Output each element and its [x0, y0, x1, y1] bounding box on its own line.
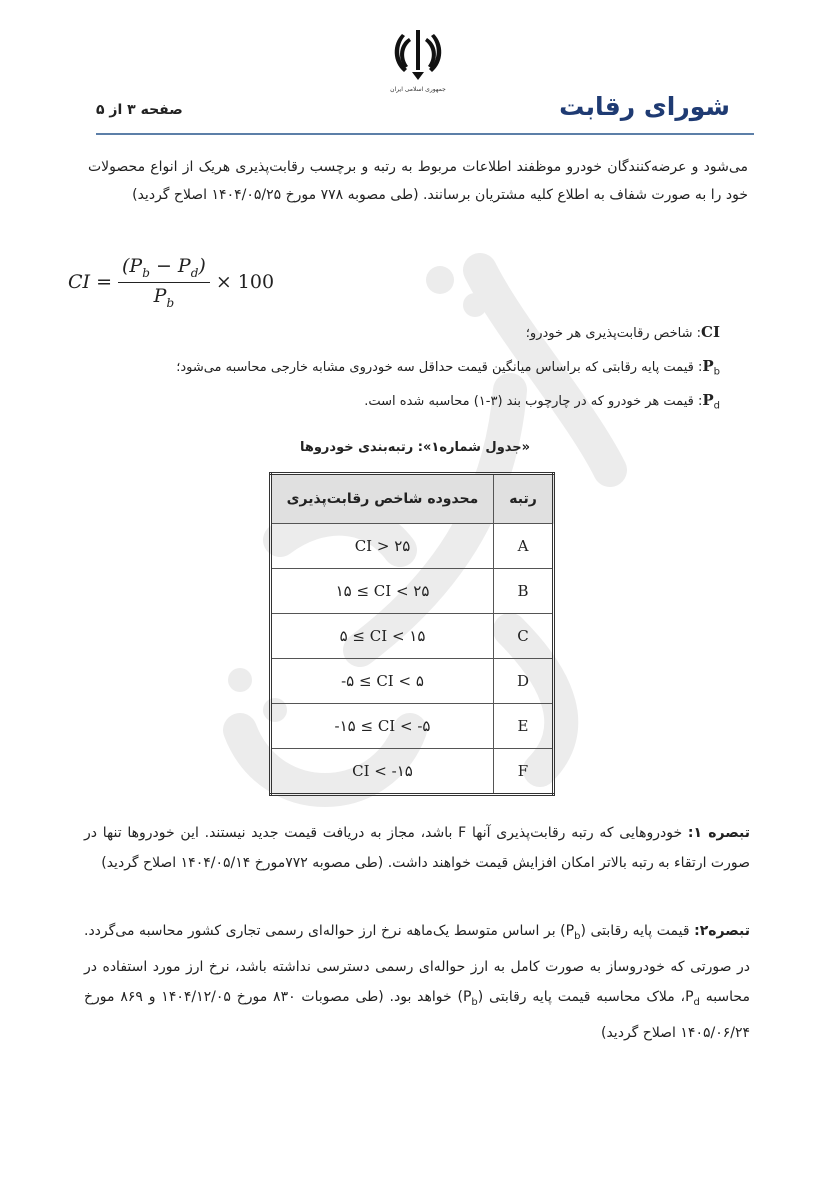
brand-title: شورای رقابت: [559, 92, 730, 121]
table-row: [271, 749, 554, 795]
ci-formula: [68, 255, 274, 310]
table-row: [271, 569, 554, 614]
formula-lhs: CI =: [68, 271, 113, 294]
intro-paragraph: می‌شود و عرضه‌کنندگان خودرو موظفند اطلاعات مربوط به رتبه و برچسب رقابت‌پذیری هریک از انواع محصولات خود را به صورت شفاف به اطلاع کلیه مشتریان برسانند. (طی مصوبه ۷۷۸ مورخ ۱۴۰۴/۰۵/۲۵ اصلاح گردید): [88, 159, 748, 203]
formula-tail: × 100: [215, 271, 275, 294]
header-range: محدوده شاخص رقابت‌پذیری: [271, 474, 494, 524]
range-cell: ۵ ≤ CI < ۱۵: [271, 614, 494, 659]
emblem-caption: جمهوری اسلامی ایران: [390, 86, 446, 93]
table-caption: «جدول شماره۱»: رتبه‌بندی خودروها: [299, 440, 531, 455]
grade-cell: B: [494, 569, 554, 614]
iran-emblem-icon: [392, 28, 444, 84]
grade-table: [269, 472, 555, 796]
definition-item: CI: شاخص رقابت‌پذیری هر خودرو؛: [525, 323, 720, 341]
definition-item: $P_d$: قیمت هر خودرو که در چارچوب بند (۳-۱) محاسبه شده است.: [364, 391, 720, 412]
grade-cell: D: [494, 659, 554, 704]
range-cell: -۵ ≤ CI < ۵: [271, 659, 494, 704]
definitions-list: [120, 320, 720, 422]
header-grade: رتبه: [494, 474, 554, 524]
formula-denominator: $P_b$: [153, 284, 175, 310]
table-row: [271, 614, 554, 659]
range-cell: -۱۵ ≤ CI < -۵: [271, 704, 494, 749]
page-number: صفحه ۳ از ۵: [96, 102, 183, 118]
note-1-text: خودروهایی که رتبه رقابت‌پذیری آنها F باشد، مجاز به دریافت قیمت جدید نیستند. این خودروها تنها در صورت ارتقاء به رتبه بالاتر امکان افزایش قیمت خواهند داشت. (طی مصوبه ۷۷۲مورخ ۱۴۰۴/۰۵/۱۴ اصلاح گردید): [84, 825, 750, 871]
emblem: [376, 28, 460, 116]
table-row: [271, 659, 554, 704]
grade-cell: C: [494, 614, 554, 659]
table-header-row: [271, 474, 554, 524]
formula-fraction: [118, 255, 210, 310]
grade-cell: E: [494, 704, 554, 749]
range-cell: CI > ۲۵: [271, 524, 494, 569]
range-cell: ۱۵ ≤ CI < ۲۵: [271, 569, 494, 614]
note-2: تبصره۲: قیمت پایه رقابتی $(P_b)$ بر اساس متوسط یک‌ماهه نرخ ارز حواله‌ای رسمی تجاری کشور محاسبه می‌گردد. در صورتی که خودروساز به صورت کامل به ارز حواله‌ای رسمی دسترسی نداشته باشد، نرخ ارز مورد استفاده در محاسبه $P_d،$ ملاک محاسبه قیمت پایه رقابتی $(P_b)$ خواهد بود. (طی مصوبات ۸۳۰ مورخ ۱۴۰۴/۱۲/۰۵ و ۸۶۹ مورخ ۱۴۰۵/۰۶/۲۴ اصلاح گردید): [84, 923, 751, 1041]
header-divider: [96, 133, 754, 135]
table-row: [271, 704, 554, 749]
grade-cell: F: [494, 749, 554, 795]
note-2-title: تبصره۲:: [694, 923, 751, 939]
range-cell: CI < -۱۵: [271, 749, 494, 795]
table-row: [271, 524, 554, 569]
note-1: [84, 818, 750, 878]
grade-cell: A: [494, 524, 554, 569]
note-1-title: تبصره ۱:: [687, 825, 750, 841]
formula-numerator: $(P_b - P_d)$: [118, 255, 210, 283]
definition-item: $P_b$: قیمت پایه رقابتی که براساس میانگین قیمت حداقل سه خودروی مشابه خارجی محاسبه می‌شود؛: [176, 357, 720, 378]
